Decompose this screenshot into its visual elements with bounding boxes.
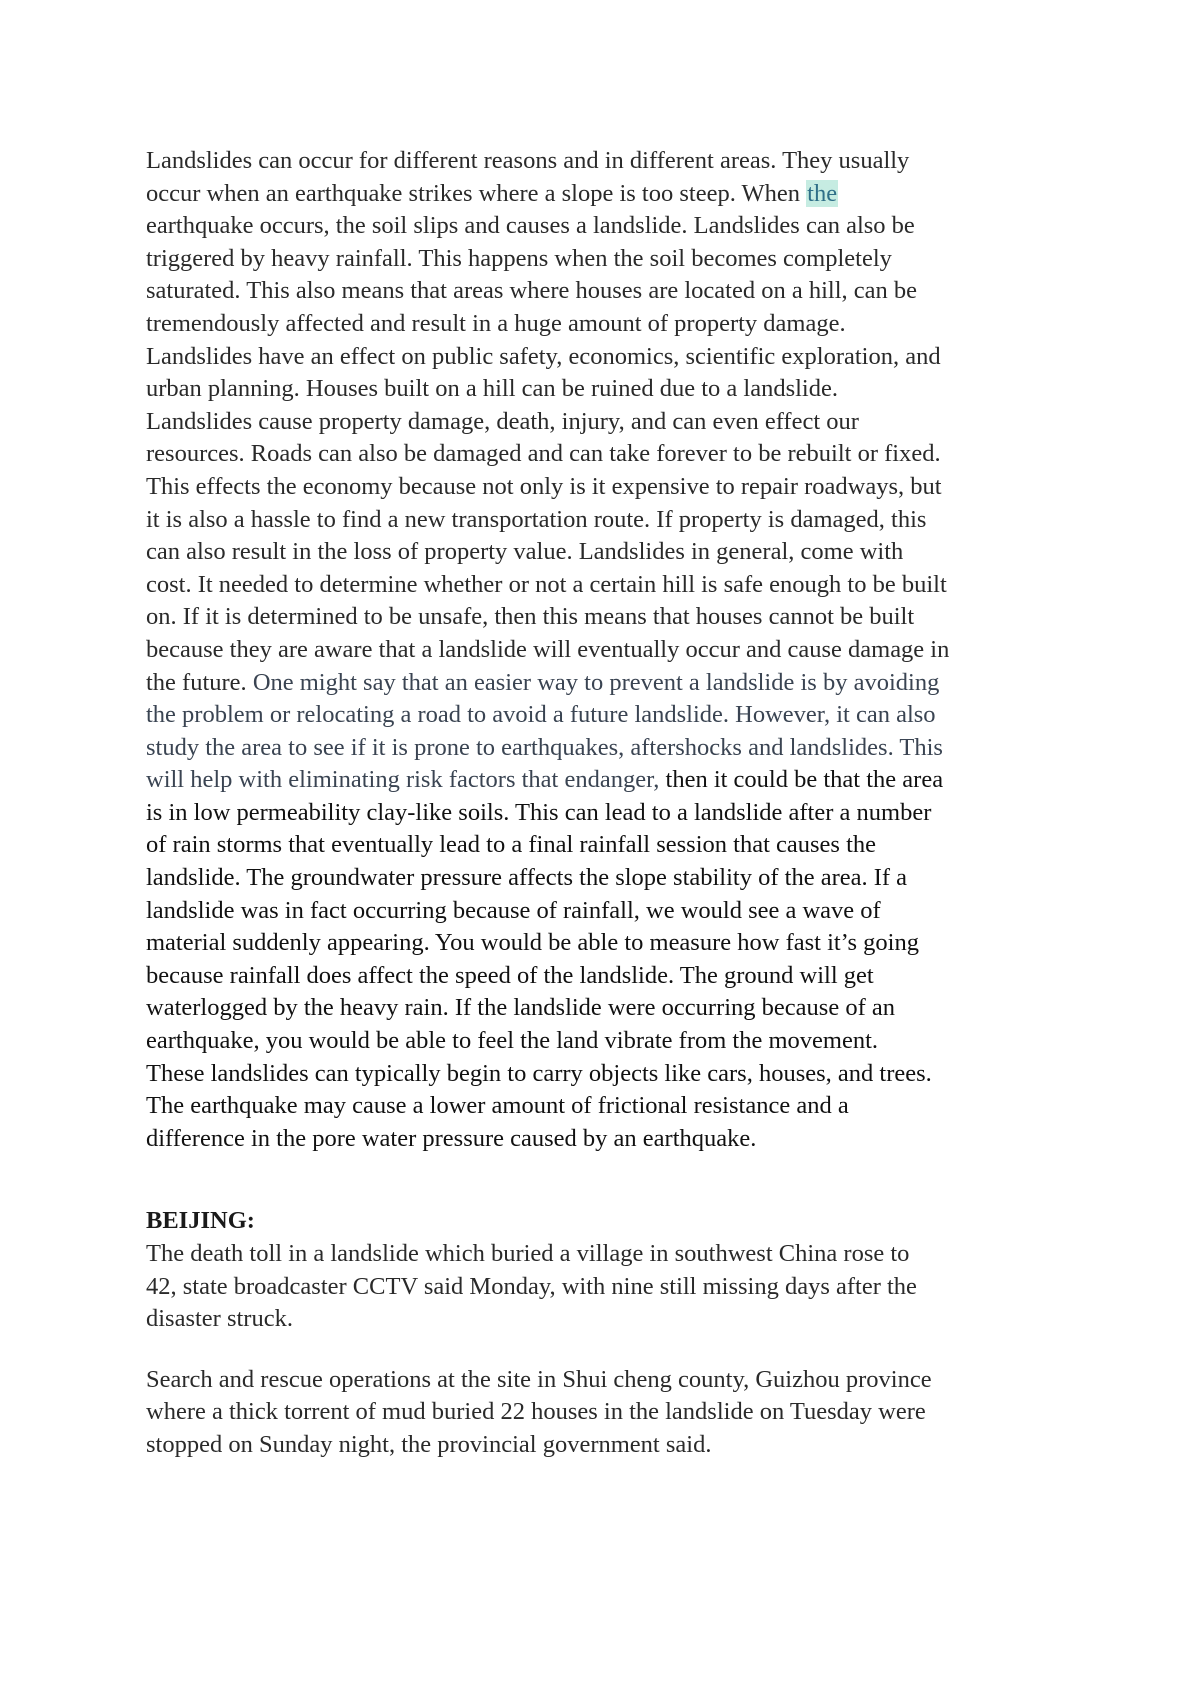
text-line: can also result in the loss of property value. Landslides in general, come with	[146, 538, 904, 566]
text-line: difference in the pore water pressure caused by an earthquake.	[146, 1124, 757, 1152]
text-line: cost. It needed to determine whether or not a certain hill is safe enough to be built	[146, 570, 947, 598]
text-line: 42, state broadcaster CCTV said Monday, with nine still missing days after the	[146, 1272, 917, 1300]
text-line: Landslides can occur for different reasons and in different areas. They usually	[146, 147, 910, 174]
text-line: tremendously affected and result in a huge amount of property damage.	[146, 309, 846, 337]
text-segment: then it could be that the area	[665, 766, 944, 794]
text-segment-gray: One might say that an easier way to prevent a landslide is by avoiding	[252, 668, 940, 696]
text-line: triggered by heavy rainfall. This happens when the soil becomes completely	[146, 244, 892, 272]
text-line	[146, 178, 1086, 211]
text-line: of rain storms that eventually lead to a final rainfall session that causes the	[146, 831, 877, 859]
text-line: resources. Roads can also be damaged and can take forever to be rebuilt or fixed.	[146, 440, 941, 468]
text-segment: the future.	[146, 668, 253, 696]
text-line: is in low permeability clay-like soils. This can lead to a landslide after a number	[146, 798, 932, 826]
text-line: waterlogged by the heavy rain. If the landslide were occurring because of an	[146, 994, 895, 1022]
text-line: material suddenly appearing. You would be able to measure how fast it’s going	[146, 929, 919, 957]
text-line: landslide. The groundwater pressure affects the slope stability of the area. If a	[146, 864, 908, 892]
text-line: Landslides have an effect on public safety, economics, scientific exploration, and	[146, 342, 941, 370]
text-line: because they are aware that a landslide will eventually occur and cause damage in	[146, 635, 950, 663]
text-line: urban planning. Houses built on a hill can be ruined due to a landslide.	[146, 375, 838, 403]
highlighted-word: the	[807, 179, 838, 207]
text-segment-gray: will help with eliminating risk factors that endanger,	[146, 766, 666, 794]
body-paragraph-3	[146, 1364, 1086, 1462]
paragraph-spacer	[146, 1336, 1086, 1364]
text-line: This effects the economy because not only is it expensive to repair roadways, but	[146, 472, 942, 500]
text-line: The earthquake may cause a lower amount of frictional resistance and a	[146, 1092, 849, 1120]
text-line: study the area to see if it is prone to earthquakes, aftershocks and landslides. This	[146, 733, 943, 761]
text-line: These landslides can typically begin to carry objects like cars, houses, and trees.	[146, 1059, 932, 1087]
text-segment: occur when an earthquake strikes where a slope is too steep. When	[146, 179, 807, 207]
text-line: Search and rescue operations at the site in Shui cheng county, Guizhou province	[146, 1365, 932, 1393]
text-line: the problem or relocating a road to avoid a future landslide. However, it can also	[146, 701, 936, 729]
text-line: saturated. This also means that areas where houses are located on a hill, can be	[146, 277, 918, 305]
text-line: The death toll in a landslide which buried a village in southwest China rose to	[146, 1240, 910, 1267]
text-line	[146, 764, 1086, 797]
text-line: disaster struck.	[146, 1305, 293, 1333]
text-line: stopped on Sunday night, the provincial government said.	[146, 1430, 712, 1458]
document-page	[146, 145, 1086, 1462]
text-line: earthquake occurs, the soil slips and causes a landslide. Landslides can also be	[146, 212, 915, 240]
section-heading: BEIJING:	[146, 1207, 255, 1235]
text-line: Landslides cause property damage, death, injury, and can even effect our	[146, 407, 859, 435]
paragraph-spacer	[146, 1155, 1086, 1205]
text-line: earthquake, you would be able to feel the land vibrate from the movement.	[146, 1027, 879, 1055]
text-line	[146, 667, 1086, 700]
body-paragraph-2	[146, 1238, 1086, 1336]
text-line: because rainfall does affect the speed of the landslide. The ground will get	[146, 961, 874, 989]
body-paragraph-1	[146, 145, 1086, 1155]
text-line: where a thick torrent of mud buried 22 houses in the landslide on Tuesday were	[146, 1398, 926, 1426]
text-line: on. If it is determined to be unsafe, then this means that houses cannot be built	[146, 603, 915, 631]
text-line: it is also a hassle to find a new transportation route. If property is damaged, this	[146, 505, 927, 533]
text-line: landslide was in fact occurring because of rainfall, we would see a wave of	[146, 896, 881, 924]
